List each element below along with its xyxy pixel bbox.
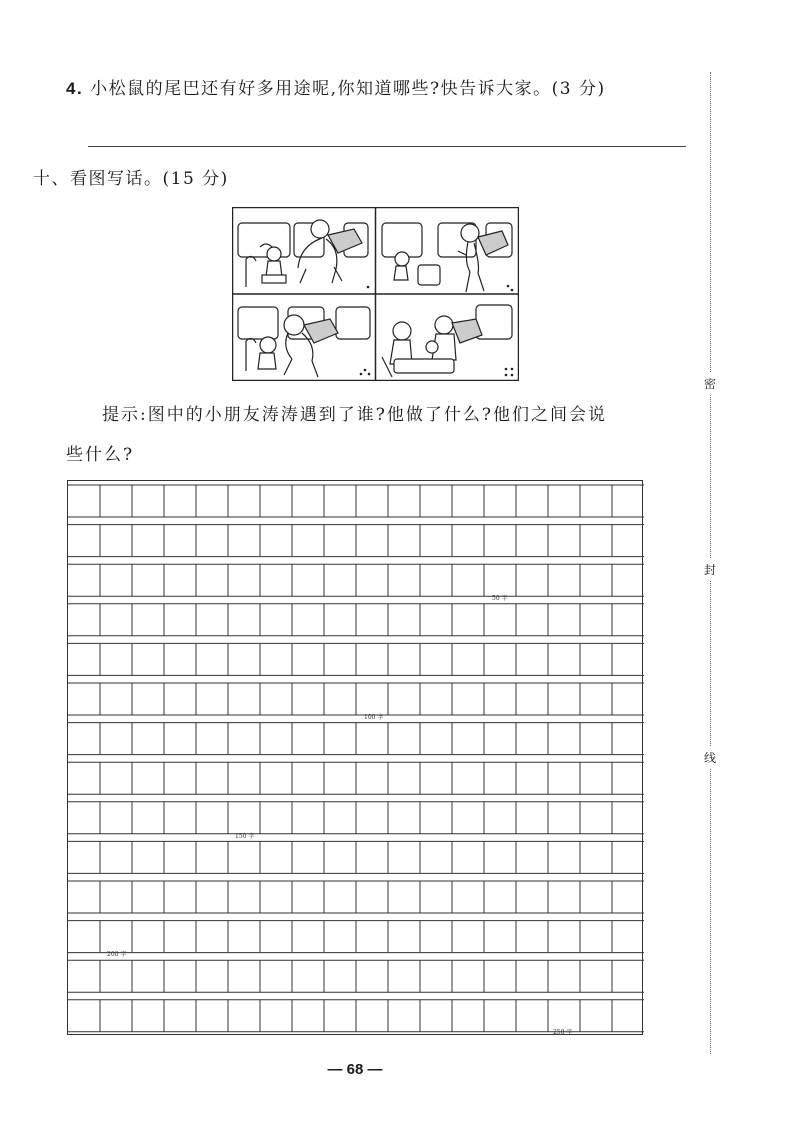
question-4-number: 4. bbox=[66, 79, 84, 98]
marker-150: 150 字 bbox=[235, 833, 255, 840]
comic-illustration bbox=[232, 207, 519, 381]
writing-grid[interactable] bbox=[67, 480, 643, 1035]
marker-200: 200 字 bbox=[107, 951, 127, 958]
hint-line-2: 些什么? bbox=[66, 445, 135, 465]
question-4 bbox=[66, 74, 606, 99]
marker-250: 250 字 bbox=[553, 1029, 573, 1036]
page-number: — 68 — bbox=[327, 1061, 383, 1078]
grid-lines bbox=[68, 481, 644, 1036]
binding-label-close: 封 bbox=[702, 558, 718, 581]
binding-label-seal: 密 bbox=[702, 372, 718, 395]
hint-line-1: 提示:图中的小朋友涛涛遇到了谁?他做了什么?他们之间会说 bbox=[102, 405, 607, 425]
marker-100: 100 字 bbox=[364, 714, 384, 721]
answer-line[interactable] bbox=[88, 146, 686, 147]
section-10-title: 十、看图写话。(15 分) bbox=[33, 169, 229, 189]
binding-label-line: 线 bbox=[702, 746, 718, 769]
question-4-text: 小松鼠的尾巴还有好多用途呢,你知道哪些?快告诉大家。(3 分) bbox=[90, 79, 606, 99]
marker-50: 50 字 bbox=[492, 595, 508, 602]
